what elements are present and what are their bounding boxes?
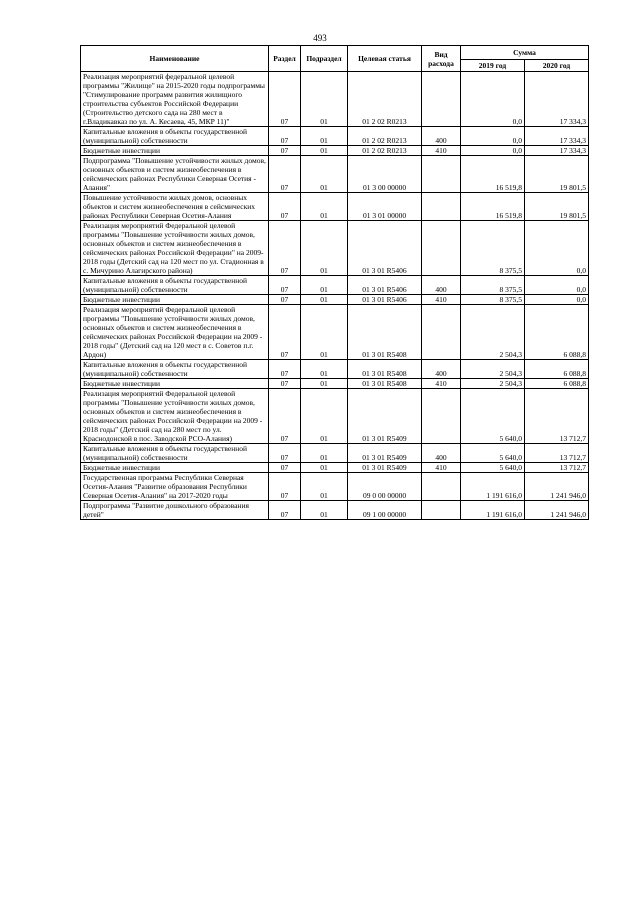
row-section: 07 [269, 473, 301, 501]
row-amount-2019: 2 504,3 [461, 379, 525, 389]
table-row [81, 463, 589, 473]
table-row [81, 72, 589, 127]
row-amount-2020: 0,0 [525, 221, 589, 276]
row-name: Реализация мероприятий Федеральной целевой программы "Повышение устойчивости жилых домов, основных объектов и систем жизнеобеспечения в сейсмических районах Российской Федерации" на 2009-2018 годы (Детский сад на 120 мест по ул. Стадионная в с. Мичурино Алагирского района) [81, 221, 269, 276]
table-row [81, 379, 589, 389]
row-expense-type [422, 305, 461, 360]
row-name: Повышение устойчивости жилых домов, основных объектов и систем жизнеобеспечения в сейсмических районах Республики Северная Осетия-Алания [81, 193, 269, 221]
row-target: 01 3 01 R5409 [348, 444, 422, 463]
row-subsection: 01 [301, 146, 348, 156]
row-target: 01 3 00 00000 [348, 156, 422, 193]
row-amount-2020: 17 334,3 [525, 146, 589, 156]
row-amount-2020: 6 088,8 [525, 360, 589, 379]
row-expense-type [422, 389, 461, 444]
row-amount-2019: 8 375,5 [461, 276, 525, 295]
row-target: 01 2 02 R0213 [348, 72, 422, 127]
row-subsection: 01 [301, 501, 348, 520]
table-row [81, 276, 589, 295]
row-subsection: 01 [301, 360, 348, 379]
row-subsection: 01 [301, 72, 348, 127]
table-row [81, 473, 589, 501]
row-amount-2020: 1 241 946,0 [525, 473, 589, 501]
row-amount-2019: 8 375,5 [461, 295, 525, 305]
table-row [81, 389, 589, 444]
row-target: 01 3 01 R5408 [348, 305, 422, 360]
header-2020: 2020 год [525, 60, 589, 72]
row-expense-type: 410 [422, 379, 461, 389]
row-subsection: 01 [301, 305, 348, 360]
row-expense-type: 410 [422, 295, 461, 305]
row-target: 01 3 01 00000 [348, 193, 422, 221]
row-amount-2020: 19 801,5 [525, 156, 589, 193]
row-amount-2020: 0,0 [525, 276, 589, 295]
row-name: Государственная программа Республики Северная Осетия-Алания "Развитие образования Республики Северная Осетия-Алания" на 2017-2020 годы [81, 473, 269, 501]
row-name: Бюджетные инвестиции [81, 295, 269, 305]
row-amount-2019: 2 504,3 [461, 360, 525, 379]
row-expense-type: 400 [422, 360, 461, 379]
row-name: Реализация мероприятий федеральной целевой программы "Жилище" на 2015-2020 годы подпрограммы "Стимулирование программ развития жилищного строительства субъектов Российской Федерации (Строительство детского сада на 280 мест в г.Владикавказ по ул. А. Кесаева, 45, МКР 11)" [81, 72, 269, 127]
table-row [81, 360, 589, 379]
row-amount-2019: 0,0 [461, 127, 525, 146]
row-section: 07 [269, 379, 301, 389]
row-subsection: 01 [301, 473, 348, 501]
row-amount-2020: 13 712,7 [525, 444, 589, 463]
row-name: Бюджетные инвестиции [81, 146, 269, 156]
header-target: Целевая статья [348, 46, 422, 72]
row-amount-2020: 19 801,5 [525, 193, 589, 221]
row-subsection: 01 [301, 379, 348, 389]
row-subsection: 01 [301, 276, 348, 295]
row-amount-2019: 8 375,5 [461, 221, 525, 276]
table-row [81, 146, 589, 156]
row-expense-type: 410 [422, 146, 461, 156]
row-amount-2019: 5 640,0 [461, 444, 525, 463]
row-section: 07 [269, 501, 301, 520]
row-subsection: 01 [301, 295, 348, 305]
row-name: Капитальные вложения в объекты государственной (муниципальной) собственности [81, 360, 269, 379]
row-amount-2020: 17 334,3 [525, 72, 589, 127]
row-amount-2019: 1 191 616,0 [461, 501, 525, 520]
row-target: 09 0 00 00000 [348, 473, 422, 501]
row-subsection: 01 [301, 193, 348, 221]
row-amount-2019: 0,0 [461, 146, 525, 156]
row-amount-2019: 5 640,0 [461, 389, 525, 444]
table-row [81, 305, 589, 360]
row-subsection: 01 [301, 389, 348, 444]
row-name: Капитальные вложения в объекты государственной (муниципальной) собственности [81, 127, 269, 146]
row-target: 01 2 02 R0213 [348, 127, 422, 146]
row-amount-2020: 6 088,8 [525, 379, 589, 389]
row-subsection: 01 [301, 156, 348, 193]
row-amount-2019: 1 191 616,0 [461, 473, 525, 501]
row-expense-type [422, 72, 461, 127]
row-target: 01 3 01 R5408 [348, 379, 422, 389]
budget-table [80, 45, 589, 520]
table-row [81, 221, 589, 276]
row-name: Подпрограмма "Развитие дошкольного образования детей" [81, 501, 269, 520]
header-name: Наименование [81, 46, 269, 72]
table-header [81, 46, 589, 72]
row-name: Реализация мероприятий Федеральной целевой программы "Повышение устойчивости жилых домов, основных объектов и систем жизнеобеспечения в сейсмических районах Российской Федерации на 2009 - 2018 годы" (Детский сад на 120 мест в с. Советов п.г. Ардон) [81, 305, 269, 360]
row-expense-type [422, 221, 461, 276]
row-subsection: 01 [301, 221, 348, 276]
table-row [81, 444, 589, 463]
row-section: 07 [269, 221, 301, 276]
row-amount-2020: 13 712,7 [525, 389, 589, 444]
row-subsection: 01 [301, 444, 348, 463]
row-name: Реализация мероприятий Федеральной целевой программы "Повышение устойчивости жилых домов, основных объектов и систем жизнеобеспечения в сейсмических районах Российской Федерации на 2009 - 2018 годы" (Детский сад на 280 мест по ул. Краснодонской в пос. Заводской РСО-Алания) [81, 389, 269, 444]
row-section: 07 [269, 444, 301, 463]
row-amount-2019: 16 519,8 [461, 156, 525, 193]
row-section: 07 [269, 295, 301, 305]
row-target: 01 3 01 R5406 [348, 276, 422, 295]
row-expense-type: 400 [422, 276, 461, 295]
header-section: Раздел [269, 46, 301, 72]
row-target: 01 3 01 R5406 [348, 295, 422, 305]
table-row [81, 193, 589, 221]
row-amount-2019: 0,0 [461, 72, 525, 127]
row-target: 01 3 01 R5409 [348, 389, 422, 444]
table-row [81, 156, 589, 193]
row-amount-2020: 13 712,7 [525, 463, 589, 473]
row-section: 07 [269, 127, 301, 146]
row-amount-2020: 1 241 946,0 [525, 501, 589, 520]
row-name: Капитальные вложения в объекты государственной (муниципальной) собственности [81, 444, 269, 463]
row-section: 07 [269, 276, 301, 295]
row-target: 01 3 01 R5408 [348, 360, 422, 379]
row-target: 01 3 01 R5406 [348, 221, 422, 276]
row-target: 01 3 01 R5409 [348, 463, 422, 473]
row-expense-type: 410 [422, 463, 461, 473]
header-sum: Сумма [461, 46, 589, 60]
header-subsection: Подраздел [301, 46, 348, 72]
row-amount-2020: 0,0 [525, 295, 589, 305]
row-section: 07 [269, 463, 301, 473]
row-amount-2020: 17 334,3 [525, 127, 589, 146]
row-section: 07 [269, 72, 301, 127]
header-expense-type: Вид расхода [422, 46, 461, 72]
row-name: Бюджетные инвестиции [81, 379, 269, 389]
row-expense-type [422, 473, 461, 501]
row-section: 07 [269, 389, 301, 444]
row-name: Подпрограмма "Повышение устойчивости жилых домов, основных объектов и систем жизнеобеспечения в сейсмических районах Республики Северная Осетия - Алания" [81, 156, 269, 193]
row-expense-type: 400 [422, 444, 461, 463]
table-body [81, 72, 589, 520]
row-amount-2020: 6 088,8 [525, 305, 589, 360]
row-section: 07 [269, 156, 301, 193]
row-name: Капитальные вложения в объекты государственной (муниципальной) собственности [81, 276, 269, 295]
row-amount-2019: 2 504,3 [461, 305, 525, 360]
table-row [81, 295, 589, 305]
row-expense-type [422, 501, 461, 520]
row-section: 07 [269, 193, 301, 221]
row-amount-2019: 16 519,8 [461, 193, 525, 221]
row-name: Бюджетные инвестиции [81, 463, 269, 473]
row-amount-2019: 5 640,0 [461, 463, 525, 473]
row-section: 07 [269, 146, 301, 156]
header-2019: 2019 год [461, 60, 525, 72]
row-subsection: 01 [301, 463, 348, 473]
row-section: 07 [269, 360, 301, 379]
row-section: 07 [269, 305, 301, 360]
row-expense-type [422, 156, 461, 193]
row-target: 01 2 02 R0213 [348, 146, 422, 156]
row-expense-type [422, 193, 461, 221]
row-subsection: 01 [301, 127, 348, 146]
table-row [81, 501, 589, 520]
page-number: 493 [313, 33, 327, 43]
row-expense-type: 400 [422, 127, 461, 146]
row-target: 09 1 00 00000 [348, 501, 422, 520]
table-row [81, 127, 589, 146]
